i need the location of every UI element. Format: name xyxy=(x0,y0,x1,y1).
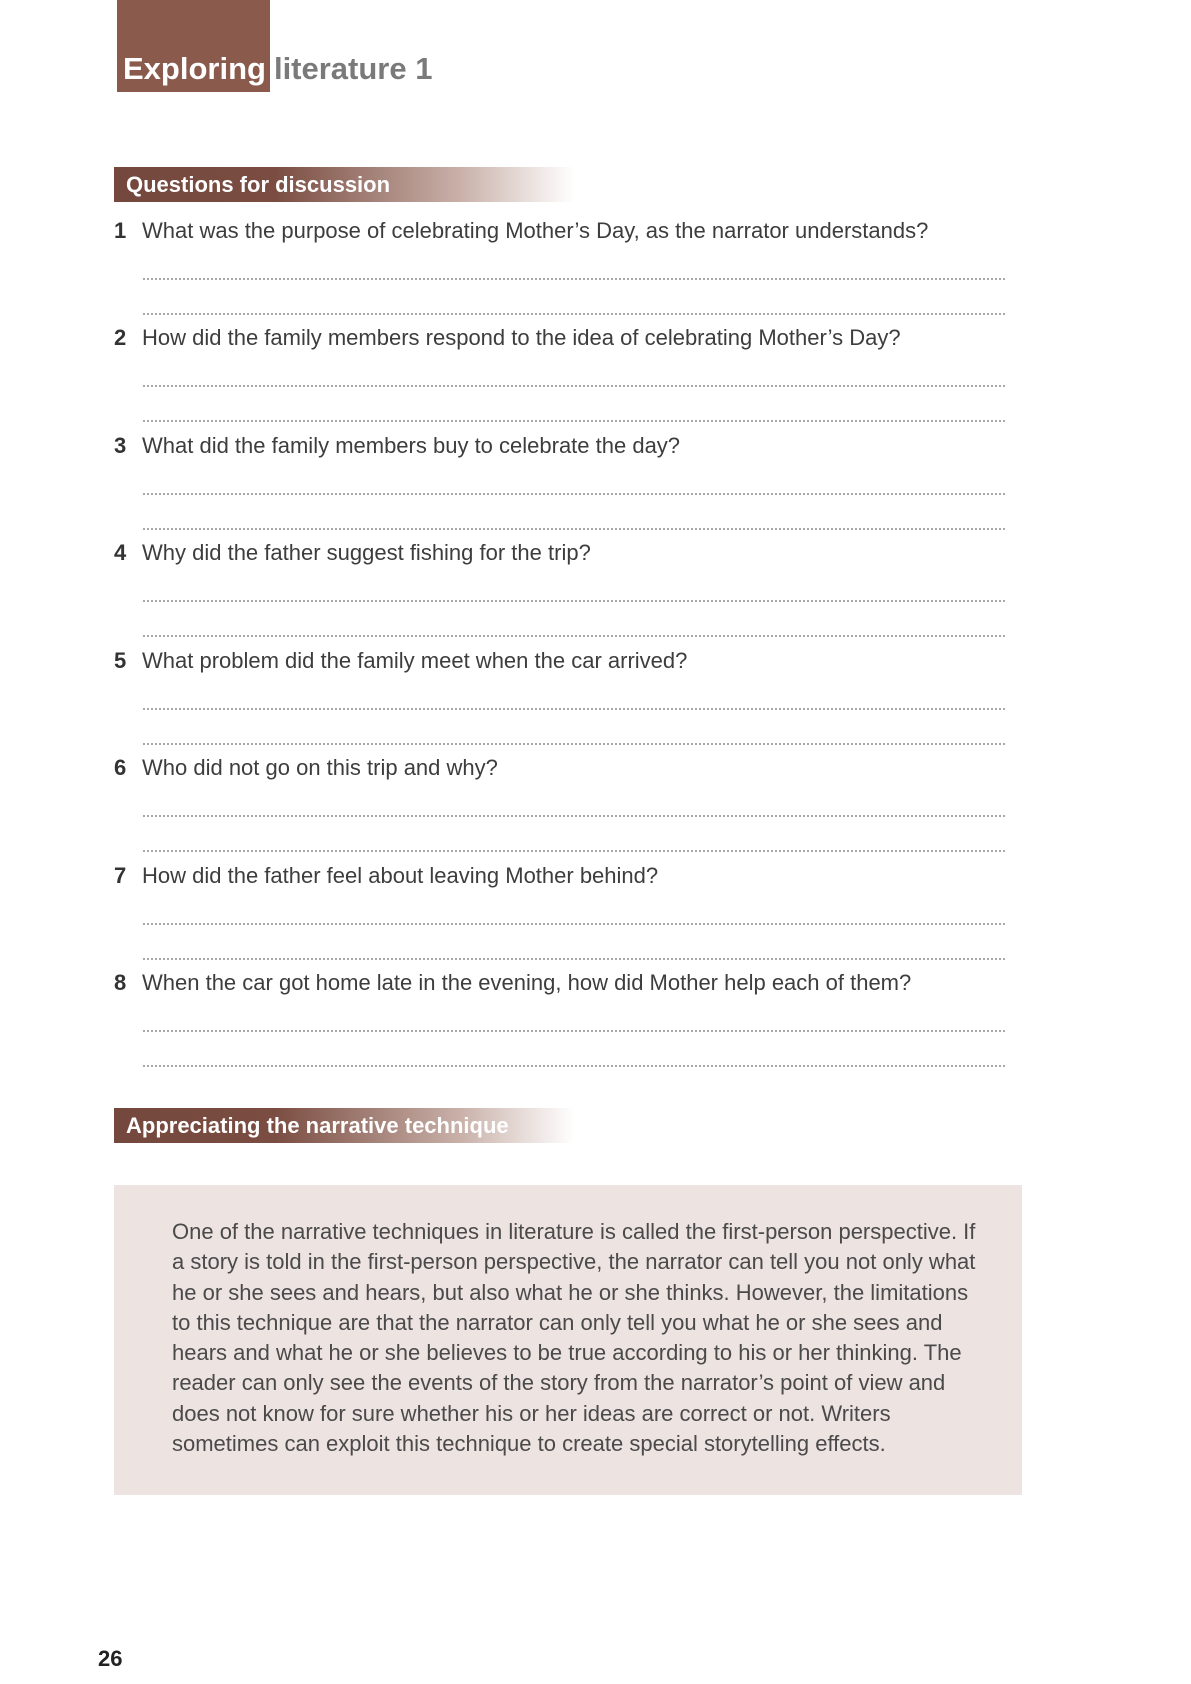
answer-line[interactable] xyxy=(143,1030,1005,1032)
answer-line[interactable] xyxy=(143,923,1005,925)
answer-line[interactable] xyxy=(143,815,1005,817)
answer-line[interactable] xyxy=(143,743,1005,745)
question-item xyxy=(114,968,1014,998)
question-text: What did the family members buy to celebrate the day? xyxy=(142,433,681,458)
question-item xyxy=(114,431,1014,461)
question-text: What problem did the family meet when the car arrived? xyxy=(142,648,688,673)
question-number: 5 xyxy=(114,648,127,673)
answer-line[interactable] xyxy=(143,708,1005,710)
question-number: 2 xyxy=(114,325,127,350)
answer-line[interactable] xyxy=(143,313,1005,315)
question-number: 6 xyxy=(114,755,127,780)
question-number: 8 xyxy=(114,970,127,995)
page-title-highlight: Exploring xyxy=(123,51,266,86)
section-heading-discussion: Questions for discussion xyxy=(114,167,574,202)
answer-line[interactable] xyxy=(143,278,1005,280)
question-number: 7 xyxy=(114,863,127,888)
answer-line[interactable] xyxy=(143,385,1005,387)
page-title-rest: literature 1 xyxy=(273,51,433,86)
question-text: Why did the father suggest fishing for the trip? xyxy=(142,540,591,565)
page-title xyxy=(123,49,432,89)
question-text: When the car got home late in the evening, how did Mother help each of them? xyxy=(142,970,912,995)
question-item xyxy=(114,646,1014,676)
question-item xyxy=(114,323,1014,353)
answer-line[interactable] xyxy=(143,1065,1005,1067)
question-number: 4 xyxy=(114,540,127,565)
answer-line[interactable] xyxy=(143,850,1005,852)
question-number: 1 xyxy=(114,218,127,243)
answer-line[interactable] xyxy=(143,528,1005,530)
question-item xyxy=(114,861,1014,891)
question-number: 3 xyxy=(114,433,127,458)
section-heading-narrative: Appreciating the narrative technique xyxy=(114,1108,574,1143)
answer-line[interactable] xyxy=(143,958,1005,960)
question-text: What was the purpose of celebrating Mother’s Day, as the narrator understands? xyxy=(142,218,929,243)
info-box-text: One of the narrative techniques in literature is called the first-person perspective. If a story is told in the first-person perspective, the narrator can tell you not only what he or she sees and hears, but also what he or she thinks. However, the limitations to this technique are that the narrator can only tell you what he or she sees and hears and what he or she believes to be true according to his or her thinking. The reader can only see the events of the story from the narrator’s point of view and does not know for sure whether his or her ideas are correct or not. Writers sometimes can exploit this technique to create special storytelling effects. xyxy=(172,1219,976,1457)
question-text: How did the family members respond to the idea of celebrating Mother’s Day? xyxy=(142,325,901,350)
answer-line[interactable] xyxy=(143,635,1005,637)
question-item xyxy=(114,538,1014,568)
answer-line[interactable] xyxy=(143,420,1005,422)
question-item xyxy=(114,753,1014,783)
question-text: Who did not go on this trip and why? xyxy=(142,755,498,780)
answer-line[interactable] xyxy=(143,600,1005,602)
answer-line[interactable] xyxy=(143,493,1005,495)
page-number: 26 xyxy=(98,1646,123,1671)
question-text: How did the father feel about leaving Mother behind? xyxy=(142,863,659,888)
question-item xyxy=(114,216,1014,246)
